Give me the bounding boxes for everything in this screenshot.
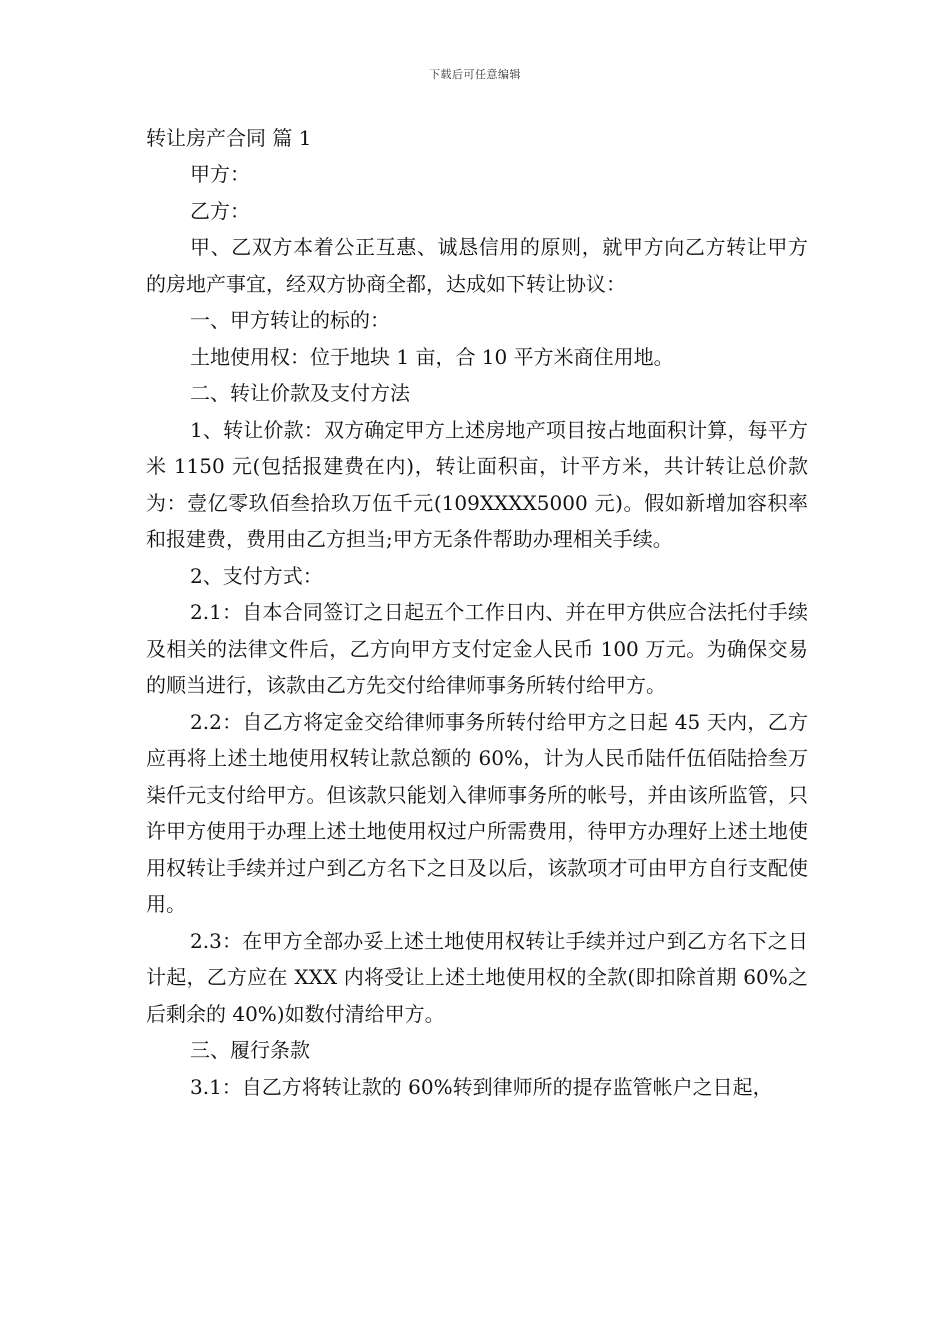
paragraph-price: 1、转让价款：双方确定甲方上述房地产项目按占地面积计算，每平方米 1150 元(包括报建费在内)，转让面积亩，计平方米，共计转让总价款为：壹亿零玖佰叁拾玖万伍千元(109XXXX5000 元)。假如新增加容积率和报建费，费用由乙方担当;甲方无条件帮助办理相关手续。	[146, 417, 808, 551]
document-title: 转让房产合同 篇 1	[146, 126, 312, 150]
page-header-note: 下载后可任意编辑	[429, 68, 521, 81]
paragraph-payment-heading: 2、支付方式：	[190, 563, 323, 588]
paragraph-clause-2-2: 2.2：自乙方将定金交给律师事务所转付给甲方之日起 45 天内，乙方应再将上述土地使用权转让款总额的 60%，计为人民币陆仟伍佰陆拾叁万柒仟元支付给甲方。但该款只能划入律师事务所的帐号，并由该所监管，只许甲方使用于办理上述土地使用权过户所需费用，待甲方办理好上述土地使用权转让手续并过户到乙方名下之日及以后，该款项才可由甲方自行支配使用。	[146, 709, 808, 916]
paragraph-party-a: 甲方：	[190, 162, 250, 186]
paragraph-preamble: 甲、乙双方本着公正互惠、诚恳信用的原则，就甲方向乙方转让甲方的房地产事宜，经双方协商全都，达成如下转让协议：	[146, 235, 808, 296]
section-heading-1: 一、甲方转让的标的：	[190, 308, 390, 332]
document-body	[146, 120, 808, 1105]
section-heading-3: 三、履行条款	[190, 1038, 310, 1062]
paragraph-party-b: 乙方：	[190, 198, 250, 223]
paragraph-clause-3-1: 3.1：自乙方将转让款的 60%转到律师所的提存监管帐户之日起，	[190, 1074, 773, 1099]
section-heading-2: 二、转让价款及支付方法	[190, 381, 410, 405]
paragraph-clause-2-3: 2.3：在甲方全部办妥上述土地使用权转让手续并过户到乙方名下之日计起，乙方应在 XXX 内将受让上述土地使用权的全款(即扣除首期 60%之后剩余的 40%)如数付清给甲方。	[146, 928, 808, 1026]
paragraph-clause-2-1: 2.1：自本合同签订之日起五个工作日内、并在甲方供应合法托付手续及相关的法律文件后，乙方向甲方支付定金人民币 100 万元。为确保交易的顺当进行，该款由乙方先交付给律师事务所转付给甲方。	[146, 600, 808, 697]
paragraph-land-use: 土地使用权：位于地块 1 亩，合 10 平方米商住用地。	[190, 344, 674, 369]
